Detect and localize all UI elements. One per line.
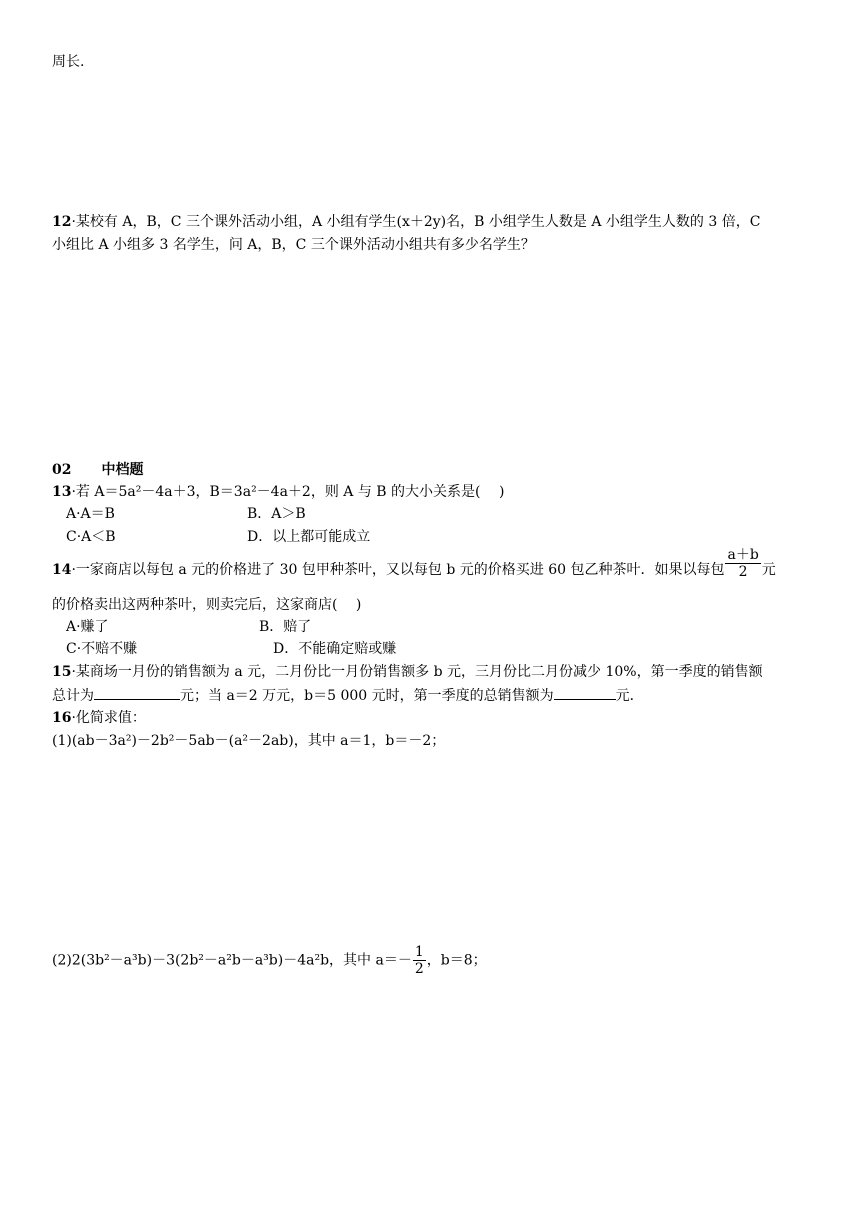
q13-option-b: B．A＞B [247,506,306,522]
question-15-line2: 总计为 元；当 a＝2 万元，b＝5 000 元时，第一季度的总销售额为 元． [52,685,644,706]
question-16-part2: (2)2(3b²－a³b)－3(2b²－a²b－a³b)－4a²b，其中 a＝－ $\frac{1}{2}$ ，b＝8； [52,944,487,977]
question-number: 15 [52,664,72,680]
question-number: 13 [52,484,72,500]
question-14-line1: 14·一家商店以每包 a 元的价格进了 30 包甲种茶叶，又以每包 b 元的价格买进 60 包乙种茶叶．如果以每包 $\frac{a+b}{2}$ 元 [52,546,776,580]
question-14-line2: 的价格卖出这两种茶叶，则卖完后，这家商店( ) [52,597,362,613]
question-number: 14 [52,562,72,578]
answer-blank [94,685,180,700]
question-15-line1: 15·某商场一月份的销售额为 a 元，二月份比一月份销售额多 b 元，三月份比二月份减少 10%，第一季度的销售额 [52,664,763,680]
q14-option-c: C·不赔不赚 [66,641,138,657]
fraction: $\frac{1}{2}$ [414,944,424,977]
q14-option-a: A·赚了 [66,619,109,635]
q13-option-c: C·A＜B [66,529,116,545]
question-13-stem: 13·若 A＝5a²－4a＋3，B＝3a²－4a＋2，则 A 与 B 的大小关系是( ) [52,484,505,500]
question-number: 16 [52,710,72,726]
question-12-line1: 12·某校有 A，B，C 三个课外活动小组，A 小组有学生(x＋2y)名，B 小组学生人数是 A 小组学生人数的 3 倍，C [52,214,761,230]
section-number: 02 [52,462,72,478]
question-16-part1: (1)(ab－3a²)－2b²－5ab－(a²－2ab)，其中 a＝1，b＝－2； [52,733,446,749]
question-16-stem: 16·化简求值： [52,710,146,726]
q14-option-d: D．不能确定赔或赚 [273,641,397,657]
fraction: $\frac{a+b}{2}$ [727,546,759,580]
answer-blank [554,685,616,700]
section-title: 中档题 [101,462,144,478]
question-12-line2: 小组比 A 小组多 3 名学生，问 A，B，C 三个课外活动小组共有多少名学生？ [52,237,535,253]
continued-text: 周长. [52,54,85,70]
q14-option-b: B．赔了 [259,619,312,635]
q13-option-d: D．以上都可能成立 [247,529,371,545]
question-number: 12 [52,214,72,230]
section-header [52,460,143,480]
q13-option-a: A·A＝B [66,506,115,522]
